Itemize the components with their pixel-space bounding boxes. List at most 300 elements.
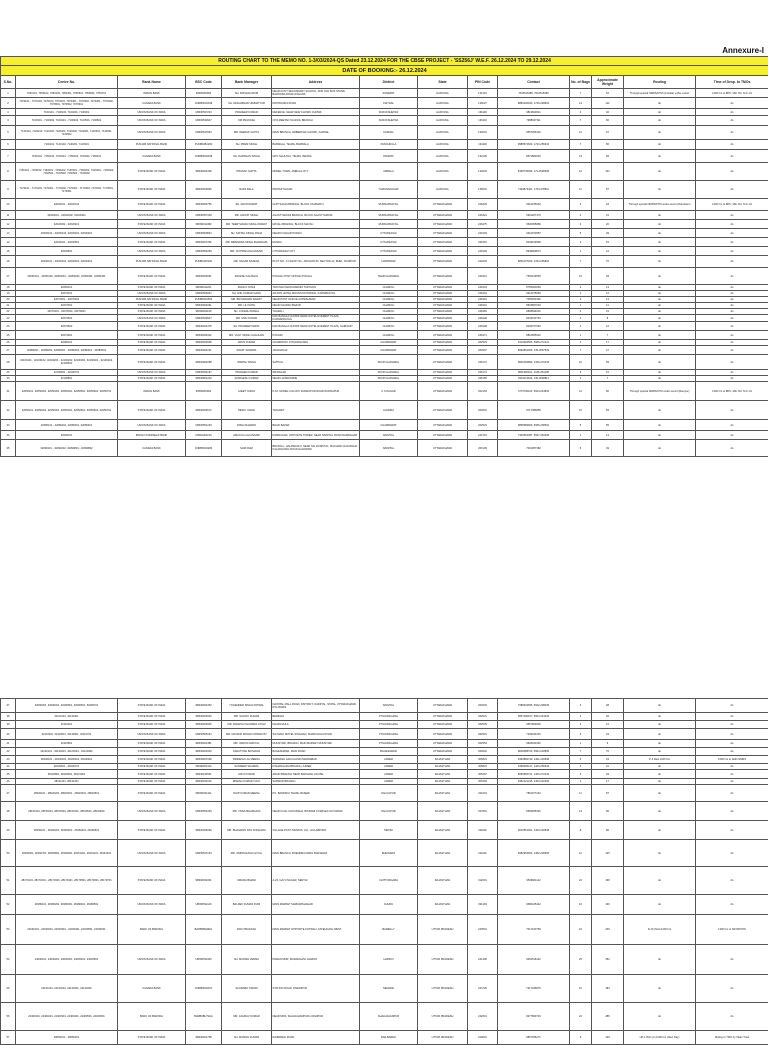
table-cell: SH. MANISH VERMA xyxy=(222,945,272,975)
table-cell: do xyxy=(696,220,768,229)
table-cell: 229001 xyxy=(468,1031,498,1045)
table-cell: 97 xyxy=(592,126,624,140)
table-cell: RAJASTHAN xyxy=(418,802,468,821)
table-cell: 32100601 - 32100701 xyxy=(16,370,118,376)
table-cell: UTTAR PRADESH xyxy=(418,975,468,1003)
table-cell: ADJOIN HOTEL MOUNTAIN PRINCE, KARNPRAYAG xyxy=(272,291,360,297)
table-cell: KARNAL xyxy=(360,126,418,140)
table-row xyxy=(1,740,768,748)
table-cell: STATE BANK OF INDIA xyxy=(118,721,186,729)
table-cell: UTTARKASHI xyxy=(360,238,418,247)
table-cell: 10 xyxy=(570,355,592,370)
table-cell: 7160101 - 7160102, 7160201 - 7160202, 7160301 - 7160302, 7160401 - 7160402, 7160501 - 7160502, 7160601 - 7160602 xyxy=(16,163,118,181)
table-cell: do xyxy=(624,1003,696,1031)
table-cell: INDIAN BANK xyxy=(118,89,186,98)
table-row xyxy=(1,785,768,802)
column-header: Centre No. xyxy=(16,76,118,89)
table-cell: SBIN0031411 xyxy=(186,785,222,802)
table-cell: BHGD BAZAR xyxy=(272,420,360,431)
table-cell: 131301 xyxy=(468,89,498,98)
table-cell: 32080101 xyxy=(16,340,118,346)
table-cell: do xyxy=(624,109,696,116)
table-cell: ARUN KUMAR xyxy=(222,340,272,346)
table-cell: 17 xyxy=(592,340,624,346)
table-cell: UTTARAKHAND xyxy=(418,748,468,756)
table-row xyxy=(1,268,768,285)
table-cell: 18 xyxy=(1,285,16,291)
table-cell: 19 xyxy=(1,291,16,297)
table-cell: 32090101 xyxy=(16,431,118,440)
table-cell: 305801 xyxy=(468,756,498,764)
table-cell: NEAR GOAL CHOURAHA, BIKRAMI COMPLEX NAI MANDI xyxy=(272,802,360,821)
table-cell: do xyxy=(624,220,696,229)
table-cell: UTTAR PRADESH xyxy=(418,915,468,945)
table-cell: NEAR LANSDOWNE xyxy=(272,376,360,382)
table-cell: RAVAT SHARMA xyxy=(222,346,272,355)
table-cell: STATE BANK OF INDIA xyxy=(118,713,186,721)
table-cell: 8882400940, 1746-228822 xyxy=(498,98,570,109)
table-cell: AJEET YADAV xyxy=(222,382,272,401)
table-cell: do xyxy=(624,840,696,867)
table-cell: do xyxy=(696,355,768,370)
table-cell: do xyxy=(624,431,696,440)
table-cell: 32020302 - 32020401 xyxy=(16,220,118,229)
table-cell: do xyxy=(624,770,696,779)
table-row xyxy=(1,150,768,163)
table-cell: BERINAG xyxy=(272,713,360,721)
table-cell: SH. MANISH KUMAR xyxy=(222,1031,272,1045)
table-cell: 39 xyxy=(592,229,624,238)
table-cell: do xyxy=(624,309,696,315)
table-cell: 7050101, 7050102, 7050103, 7050401, 7050501, 7050601, 7051701 xyxy=(16,89,118,98)
table-row xyxy=(1,756,768,764)
table-cell: STATE BANK OF INDIA xyxy=(118,821,186,840)
table-cell: 7 xyxy=(592,376,624,382)
column-header: Approximate Weight xyxy=(592,76,624,89)
table-cell: 32030601 xyxy=(16,247,118,256)
table-cell: 7500169555 xyxy=(498,268,570,285)
table-cell: SH. ANIL KUMAR GARG xyxy=(222,291,272,297)
table-cell: 22 xyxy=(1,309,16,315)
table-cell: HARYANA xyxy=(418,98,468,109)
table-cell: 136 xyxy=(592,895,624,915)
table-cell: 8477809733 xyxy=(498,1003,570,1031)
table-cell: 25 xyxy=(592,713,624,721)
table-cell: 32100801 xyxy=(16,376,118,382)
table-cell: SBIN0002352 xyxy=(186,699,222,713)
table-cell: INDIPAL SINGH xyxy=(222,355,272,370)
table-cell: 7 xyxy=(570,116,592,126)
table-cell: SBIN0000890 xyxy=(186,181,222,199)
table-cell: UTTAR PRADESH xyxy=(418,945,468,975)
table-cell: 42 xyxy=(1,748,16,756)
table-cell: 3 xyxy=(570,699,592,713)
table-row xyxy=(1,220,768,229)
table-cell: 242001 xyxy=(468,1003,498,1031)
table-cell: UBIN0537233 xyxy=(186,109,222,116)
table-row xyxy=(1,895,768,915)
table-cell: 32 xyxy=(1,401,16,420)
table-cell: 12 xyxy=(570,840,592,867)
table-cell: 12 xyxy=(1,220,16,229)
table-cell: PANCHKULA xyxy=(360,140,418,150)
table-cell: MR. ANOOP SINGH xyxy=(222,211,272,220)
column-header: District xyxy=(360,76,418,89)
table-cell: 11 xyxy=(592,303,624,309)
table-cell: UTTARAKHAND xyxy=(418,729,468,740)
table-cell: 86 xyxy=(592,821,624,840)
table-cell: do xyxy=(696,315,768,322)
table-cell: 21 xyxy=(592,370,624,376)
table-cell: SBIN0009099 xyxy=(186,821,222,840)
table-cell: CHITTORGARH xyxy=(360,867,418,895)
table-cell: do xyxy=(624,764,696,770)
table-cell: 31 xyxy=(592,764,624,770)
table-cell: 41 xyxy=(1,740,16,748)
table-cell: 1300 hrs to ND RDTMO xyxy=(696,915,768,945)
table-cell: do xyxy=(624,297,696,303)
column-header: Address xyxy=(272,76,360,89)
table-cell: Through special NMRS/KTM under escort (Rampur) xyxy=(624,382,696,401)
table-cell: 43 xyxy=(592,756,624,764)
table-cell: 32020101 - 32020102 xyxy=(16,199,118,211)
table-cell: 5 xyxy=(1,126,16,140)
table-cell: PRATAP NAGAR xyxy=(272,181,360,199)
table-cell: 7 xyxy=(1,150,16,163)
table-cell: 32070401 - 32070501, 32070601 xyxy=(16,309,118,315)
table-cell: 136119 xyxy=(468,116,498,126)
table-cell: UNION BANK OF INDIA xyxy=(118,840,186,867)
table-cell: 7988047311 xyxy=(498,116,570,126)
table-cell: PAWAN MOR, MURADGANJ HARDOI xyxy=(272,945,360,975)
table-cell: 262545 xyxy=(468,721,498,729)
table-cell: UNION BANK OF INDIA xyxy=(118,802,186,821)
table-cell: do xyxy=(696,802,768,821)
table-cell: MR. VARUN DARIYAL xyxy=(222,740,272,748)
table-cell: BAREILLY xyxy=(360,915,418,945)
table-cell: P-3 Rest 1100 hrs xyxy=(624,756,696,764)
table-cell: 28180101, 28180201, 28180301, 28180401, 28180501 xyxy=(16,895,118,915)
table-cell: ASHUTOSH BATHAUR xyxy=(222,748,272,756)
table-cell: KURUKSHETRA xyxy=(360,109,418,116)
table-cell: 262907 xyxy=(468,346,498,355)
table-row xyxy=(1,945,768,975)
table-cell: 54 xyxy=(1,945,16,975)
table-cell: STATE BANK OF INDIA xyxy=(118,331,186,340)
table-cell: KAITHAL xyxy=(360,98,418,109)
table-cell: STATE BANK OF INDIA xyxy=(118,764,186,770)
table-cell: SBIN0004221 xyxy=(186,346,222,355)
table-cell: PRANAV GUPTA xyxy=(222,163,272,181)
table-cell: do xyxy=(624,98,696,109)
table-cell: 244715 xyxy=(468,431,498,440)
table-cell: PUNJAB NATIONAL BANK xyxy=(118,256,186,268)
table-cell: UTTARAKHAND xyxy=(418,268,468,285)
table-cell: PUNB0481200 xyxy=(186,140,222,150)
table-cell: 9 xyxy=(1,181,16,199)
table-cell: 17 xyxy=(592,779,624,785)
table-cell: do xyxy=(624,268,696,285)
table-row xyxy=(1,1031,768,1045)
table-cell: DEFENCE, NEAR NEW CHOWK CHOWK xyxy=(272,109,360,116)
table-cell: AJMER xyxy=(360,779,418,785)
table-cell: 32050101, 32050201, 32050301, 32050401, 32050501, 32050601, 32050701 xyxy=(16,401,118,420)
table-cell: do xyxy=(624,721,696,729)
table-cell: do xyxy=(624,370,696,376)
table-cell: RAINI BALA xyxy=(222,181,272,199)
table-cell: STATE BANK OF INDIA xyxy=(118,1031,186,1045)
table-cell: 249403 xyxy=(468,256,498,268)
table-cell: do xyxy=(624,346,696,355)
table-cell: 129 xyxy=(592,1031,624,1045)
table-cell: RAVI PRAKASH xyxy=(222,915,272,945)
table-cell: 2 xyxy=(570,238,592,247)
table-cell: 13 xyxy=(592,297,624,303)
table-cell: 24030101, 24030201, 24030301, 24030401, 24030501 xyxy=(16,945,118,975)
table-cell: 1 xyxy=(570,376,592,382)
table-cell: UNION BANK OF INDIA xyxy=(118,109,186,116)
table-cell: 17 xyxy=(1,268,16,285)
table-cell: 246471 xyxy=(468,331,498,340)
table-cell: SBIN0031001 xyxy=(186,867,222,895)
header-row xyxy=(1,76,768,89)
table-cell: 7017160759 xyxy=(498,915,570,945)
table-cell: MR. SANJAY KUMAR xyxy=(222,713,272,721)
table-cell: SBIN0000478 xyxy=(186,322,222,331)
table-cell: DWITRANKA ROAD xyxy=(272,98,360,109)
table-row xyxy=(1,802,768,821)
table-cell: UTTARAKHAND xyxy=(418,211,468,220)
table-cell: 22 xyxy=(570,1003,592,1031)
table-cell: CNRB0002157 xyxy=(186,975,222,1003)
table-cell: MR. SAGAR SAXENA xyxy=(222,256,272,268)
table-cell: do xyxy=(696,140,768,150)
table-cell: DINESH KUMAR VIJAY xyxy=(222,779,272,785)
table-cell: PUNJAB NATIONAL BANK xyxy=(118,140,186,150)
table-cell: 10 xyxy=(592,247,624,256)
table-cell: 305403 xyxy=(468,779,498,785)
table-cell: do xyxy=(696,431,768,440)
table-cell: UNION BANK OF INDIA xyxy=(118,291,186,297)
table-cell: 51 xyxy=(1,867,16,895)
table-cell: 9 xyxy=(592,740,624,748)
table-cell: 32070602 xyxy=(16,322,118,331)
table-cell: 246172 xyxy=(468,355,498,370)
table-cell: INDIAN BANK xyxy=(118,382,186,401)
table-cell: D-16 (Ncal 1200 hrs xyxy=(624,915,696,945)
column-header: BSC Code xyxy=(186,76,222,89)
table-cell: 263153 xyxy=(468,382,498,401)
table-cell: 31 xyxy=(592,309,624,315)
table-cell: 27 xyxy=(1,346,16,355)
table-cell: UTTARAKHAND xyxy=(418,247,468,256)
table-row xyxy=(1,126,768,140)
table-cell: 5 xyxy=(570,440,592,457)
table-cell: STATE BANK OF INDIA xyxy=(118,268,186,285)
table-cell: DILIP KUMAR MEENA xyxy=(222,785,272,802)
table-cell: do xyxy=(696,867,768,895)
table-cell: PITHORAGARH xyxy=(360,713,418,721)
table-cell: 28130601 - 28130701 xyxy=(16,764,118,770)
table-cell: 12 xyxy=(592,291,624,297)
table-cell: SBIN0011382 xyxy=(186,220,222,229)
table-cell: 44 xyxy=(1,764,16,770)
table-cell: 8826137209, 1334-255802 xyxy=(498,256,570,268)
table-cell: 9557809900 xyxy=(498,721,570,729)
table-cell: 9868989960, 5965-238691 xyxy=(498,420,570,431)
table-cell: 7055451990 xyxy=(498,297,570,303)
table-cell: 9468305417, 1463-256643 xyxy=(498,764,570,770)
table-cell: SONEPAT xyxy=(360,89,418,98)
table-cell: 209 xyxy=(592,915,624,945)
table-cell: 285 xyxy=(592,1003,624,1031)
table-cell: do xyxy=(696,748,768,756)
table-cell: UTTARAKHAND xyxy=(418,322,468,331)
table-row xyxy=(1,116,768,126)
table-cell: 87 xyxy=(592,785,624,802)
table-cell: 47 xyxy=(1,785,16,802)
table-cell: do xyxy=(696,764,768,770)
table-cell: do xyxy=(624,150,696,163)
table-cell: CHURU xyxy=(360,895,418,915)
table-cell: CHAMPAWAT xyxy=(360,420,418,431)
table-cell: 15 xyxy=(592,238,624,247)
table-cell: 1200 hrs to BPC, Mkt. Rd. N.D.-01 xyxy=(696,199,768,211)
table-cell: 262523 xyxy=(468,340,498,346)
table-cell: 16 xyxy=(570,401,592,420)
table-cell: PUNJAB NATIONAL BANK xyxy=(118,297,186,303)
table-cell: 35 xyxy=(1,440,16,457)
table-row xyxy=(1,98,768,109)
table-cell: do xyxy=(624,420,696,431)
table-cell: RUDRAPRAYAG xyxy=(360,220,418,229)
table-cell: 9410972887 xyxy=(498,229,570,238)
table-cell: UTTARAKHAND xyxy=(418,291,468,297)
table-cell: SH. PREM SINGH xyxy=(222,140,272,150)
table-cell: 7088304695, 5942-228036 xyxy=(498,699,570,713)
table-cell: STATE BANK OF INDIA xyxy=(118,322,186,331)
table-cell: UBIN0565161 xyxy=(186,729,222,740)
table-cell: SBIN0002428 xyxy=(186,163,222,181)
table-cell: do xyxy=(696,821,768,840)
table-cell: 9410155062 xyxy=(498,199,570,211)
table-cell: 241406 xyxy=(468,945,498,975)
table-cell: BAGESHWAR, MAIN ROAD xyxy=(272,748,360,756)
table-cell: SBIN0007256 xyxy=(186,238,222,247)
table-cell: UTTARAKHAND xyxy=(418,382,468,401)
table-cell: PITHORAGARH xyxy=(360,721,418,729)
table-cell: UTTARKASHI CITY xyxy=(272,247,360,256)
table-cell: do xyxy=(696,340,768,346)
table-cell: UNION BANK OF INDIA xyxy=(118,229,186,238)
table-cell: PUNB0404500 xyxy=(186,297,222,303)
table-cell: SH. DARSHAN SINGH xyxy=(222,150,272,163)
table-cell: 263139 xyxy=(468,440,498,457)
table-cell: HARYANA xyxy=(418,181,468,199)
table-cell: 2 xyxy=(570,779,592,785)
table-cell: do xyxy=(696,116,768,126)
table-cell: UNION BANK OF INDIA xyxy=(118,247,186,256)
table-cell: 28170101, 28170201 - 28170301, 28170401, 28170501, 28170601, 28170701 xyxy=(16,867,118,895)
table-cell: 7100301 - 7100302, 7100401 - 7100402, 7100501, 7100601 xyxy=(16,116,118,126)
table-cell: UTTARAKHAND xyxy=(418,740,468,748)
table-cell: UBIN0566061 xyxy=(186,291,222,297)
table-cell: 24 xyxy=(1,322,16,331)
table-cell: 305407 xyxy=(468,770,498,779)
table-cell: 1 xyxy=(570,340,592,346)
table-cell: MODEL TOWN, AMBALA CITY xyxy=(272,163,360,181)
table-cell: UTTARAKHAND xyxy=(418,285,468,291)
table-cell: 9826160890, 1336-270218 xyxy=(498,355,570,370)
table-cell: 331403 xyxy=(468,895,498,915)
table-cell: 55 xyxy=(1,975,16,1003)
table-cell: 9411016643, 135-2638811 xyxy=(498,376,570,382)
table-cell: 9352121215, 1463-222493 xyxy=(498,779,570,785)
table-row xyxy=(1,140,768,150)
table-cell: 1 xyxy=(1,89,16,98)
table-cell: 25 xyxy=(570,945,592,975)
table-cell: 7 xyxy=(570,256,592,268)
table-cell: STATE BANK OF INDIA xyxy=(118,779,186,785)
table-cell: 8 xyxy=(592,315,624,322)
column-header: No. of Bags xyxy=(570,76,592,89)
table-row xyxy=(1,211,768,220)
table-cell: POKHAL POST OFFICE POKHAL xyxy=(272,268,360,285)
column-header: Contact xyxy=(498,76,570,89)
table-cell: AJMER xyxy=(360,770,418,779)
table-cell: do xyxy=(696,895,768,915)
table-cell: 7891977242 xyxy=(498,785,570,802)
table-cell: RAJASTHAN xyxy=(418,867,468,895)
table-row xyxy=(1,238,768,247)
table-cell: 249151 xyxy=(468,238,498,247)
table-cell: MR. BIRENDRA SINGH BHANDARI xyxy=(222,238,272,247)
table-cell: STATE BANK OF INDIA xyxy=(118,376,186,382)
table-cell: STATION ROAD, DIWANPUR xyxy=(272,975,360,1003)
table-cell: 28160601, 28160701, 28160801, 28160901, 28161001, 28161101, 28161201 xyxy=(16,840,118,867)
table-cell: 87 xyxy=(592,181,624,199)
table-cell: 19 xyxy=(570,915,592,945)
annexure-label: Annexure-I xyxy=(722,46,764,55)
table-cell: 262554 xyxy=(468,740,498,748)
table-cell: 24030101 - 24030201, 24030301 - 24030401, 24030501, 24030601 xyxy=(16,915,118,945)
table-cell: 311602 xyxy=(468,821,498,840)
table-cell: RAJASTHAN xyxy=(418,764,468,770)
column-header: Time of Desp. to TMOs xyxy=(696,76,768,89)
table-cell: CNRB0002049 xyxy=(186,98,222,109)
table-cell: 9813600041 xyxy=(498,109,570,116)
table-cell: CHAMOLI xyxy=(360,315,418,322)
table-cell: SBIN0001203 xyxy=(186,376,222,382)
table-cell: 34 xyxy=(1,431,16,440)
table-cell: do xyxy=(624,238,696,247)
table-cell: 9 xyxy=(570,1031,592,1045)
table-row xyxy=(1,401,768,420)
table-cell: 57 xyxy=(1,1031,16,1045)
table-cell: CHAMOLI xyxy=(360,297,418,303)
table-cell: HARYANA xyxy=(418,150,468,163)
table-cell: 59 xyxy=(592,355,624,370)
table-cell: do xyxy=(696,309,768,315)
table-row xyxy=(1,89,768,98)
table-cell: HARYANA xyxy=(418,140,468,150)
table-cell: 101 xyxy=(592,163,624,181)
table-cell: do xyxy=(696,729,768,740)
table-cell: 32120101 - 32120201, 32120301 - 32120302 xyxy=(16,748,118,756)
table-row xyxy=(1,440,768,457)
table-cell: SBIN0001798 xyxy=(186,1031,222,1045)
table-cell: UTTARAKHAND xyxy=(418,229,468,238)
